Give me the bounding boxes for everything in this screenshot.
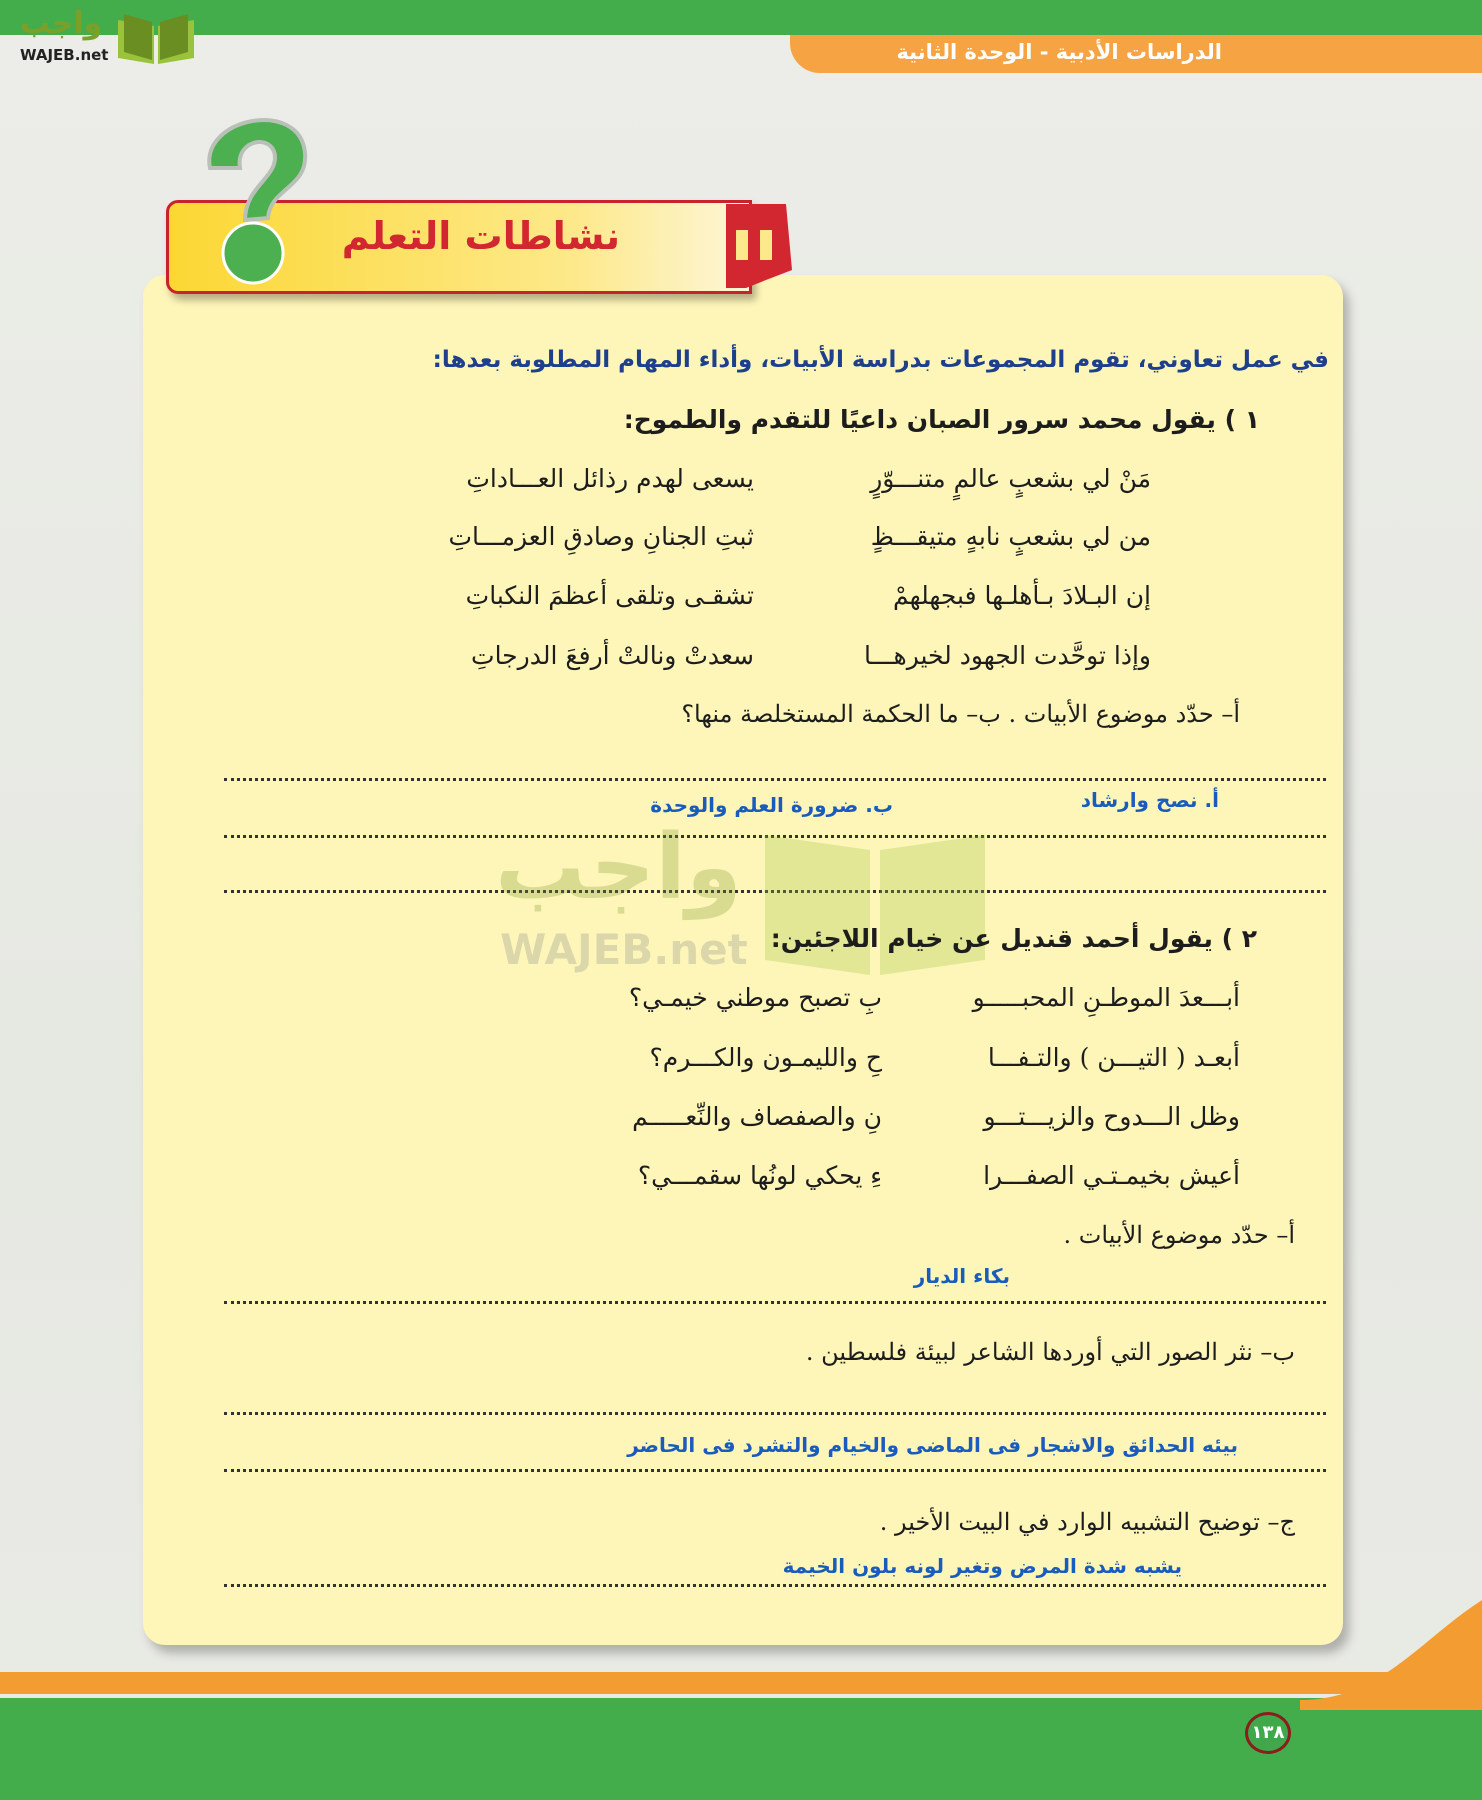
verse-2-second: ثبتِ الجنانِ وصادقِ العزمـــاتِ [448, 522, 754, 551]
verse2-1-first: أبـــعدَ الموطـنِ المحبـــــو [972, 983, 1240, 1012]
banner-title-layer [166, 200, 786, 292]
verse2-2-first: أبعـد ( التيـــن ) والتـفـــا [987, 1043, 1240, 1072]
wajeb-logo[interactable] [8, 4, 188, 66]
verse2-3-first: وظل الـــدوح والزيـــتـــو [983, 1102, 1240, 1131]
verse-1-second: يسعى لهدم رذائل العـــاداتِ [466, 464, 754, 493]
watermark-arabic: واجب [495, 815, 742, 920]
watermark-latin: WAJEB.net [500, 925, 748, 974]
answer-line [224, 1584, 1326, 1587]
answer-line [224, 1301, 1326, 1304]
verse-3-first: إن البـلادَ بـأهلـها فبجهلهمْ [892, 581, 1151, 610]
verse2-3-second: نِ والصفصاف والنِّعـــــم [632, 1102, 882, 1131]
unit-title: الدراسات الأدبية - الوحدة الثانية [896, 40, 1222, 64]
section2-answer-c: يشبه شدة المرض وتغير لونه بلون الخيمة [782, 1554, 1182, 1578]
corner-wave [1300, 1600, 1482, 1710]
section1-heading: ١ ) يقول محمد سرور الصبان داعيًا للتقدم والطموح: [623, 405, 1260, 434]
verse2-4-second: ءِ يحكي لونُها سقمـــي؟ [637, 1161, 882, 1190]
section1-question: أ– حدّد موضوع الأبيات . ب– ما الحكمة المستخلصة منها؟ [681, 700, 1240, 728]
answer-line [224, 1412, 1326, 1415]
section2-heading: ٢ ) يقول أحمد قنديل عن خيام اللاجئين: [770, 924, 1257, 953]
answer-line [224, 778, 1326, 781]
section1-answer-a: أ. نصح وارشاد [1080, 788, 1219, 812]
section2-question-c: ج– توضيح التشبيه الوارد في البيت الأخير . [879, 1508, 1295, 1536]
verse-2-first: من لي بشعبٍ نابهٍ متيقـــظٍ [870, 522, 1151, 551]
verse2-4-first: أعيش بخيمـتـي الصفـــرا [983, 1161, 1240, 1190]
verse-3-second: تشقـى وتلقى أعظمَ النكباتِ [465, 581, 754, 610]
intro-instruction: في عمل تعاوني، تقوم المجموعات بدراسة الأبيات، وأداء المهام المطلوبة بعدها: [432, 347, 1329, 373]
section2-question-b: ب– نثر الصور التي أوردها الشاعر لبيئة فلسطين . [805, 1338, 1295, 1366]
verse-1-first: مَنْ لي بشعبٍ عالمٍ متنـــوّرٍ [870, 464, 1151, 493]
section2-question-a: أ– حدّد موضوع الأبيات . [1063, 1221, 1295, 1249]
page-number: ١٣٨ [1245, 1712, 1291, 1754]
logo-latin: WAJEB.net [20, 46, 109, 64]
section1-answer-b: ب. ضرورة العلم والوحدة [650, 793, 893, 817]
book-icon [116, 10, 196, 66]
verse-4-first: وإذا توحَّدت الجهود لخيرهـــا [863, 641, 1151, 670]
logo-arabic: واجب [20, 6, 103, 41]
section2-answer-b: بيئه الحدائق والاشجار فى الماضى والخيام والتشرد فى الحاضر [627, 1433, 1238, 1457]
banner-title: نشاطات التعلم [341, 214, 620, 258]
section2-answer-a: بكاء الديار [913, 1264, 1010, 1288]
top-green-bar [0, 0, 1482, 35]
verse2-2-second: حِ والليمـون والكـــرم؟ [649, 1043, 882, 1072]
verse2-1-second: بِ تصبح موطني خيمـي؟ [628, 983, 882, 1012]
bottom-orange-stripe [0, 1672, 1482, 1694]
verse-4-second: سعدتْ ونالتْ أرفعَ الدرجاتِ [471, 641, 754, 670]
answer-line [224, 1469, 1326, 1472]
